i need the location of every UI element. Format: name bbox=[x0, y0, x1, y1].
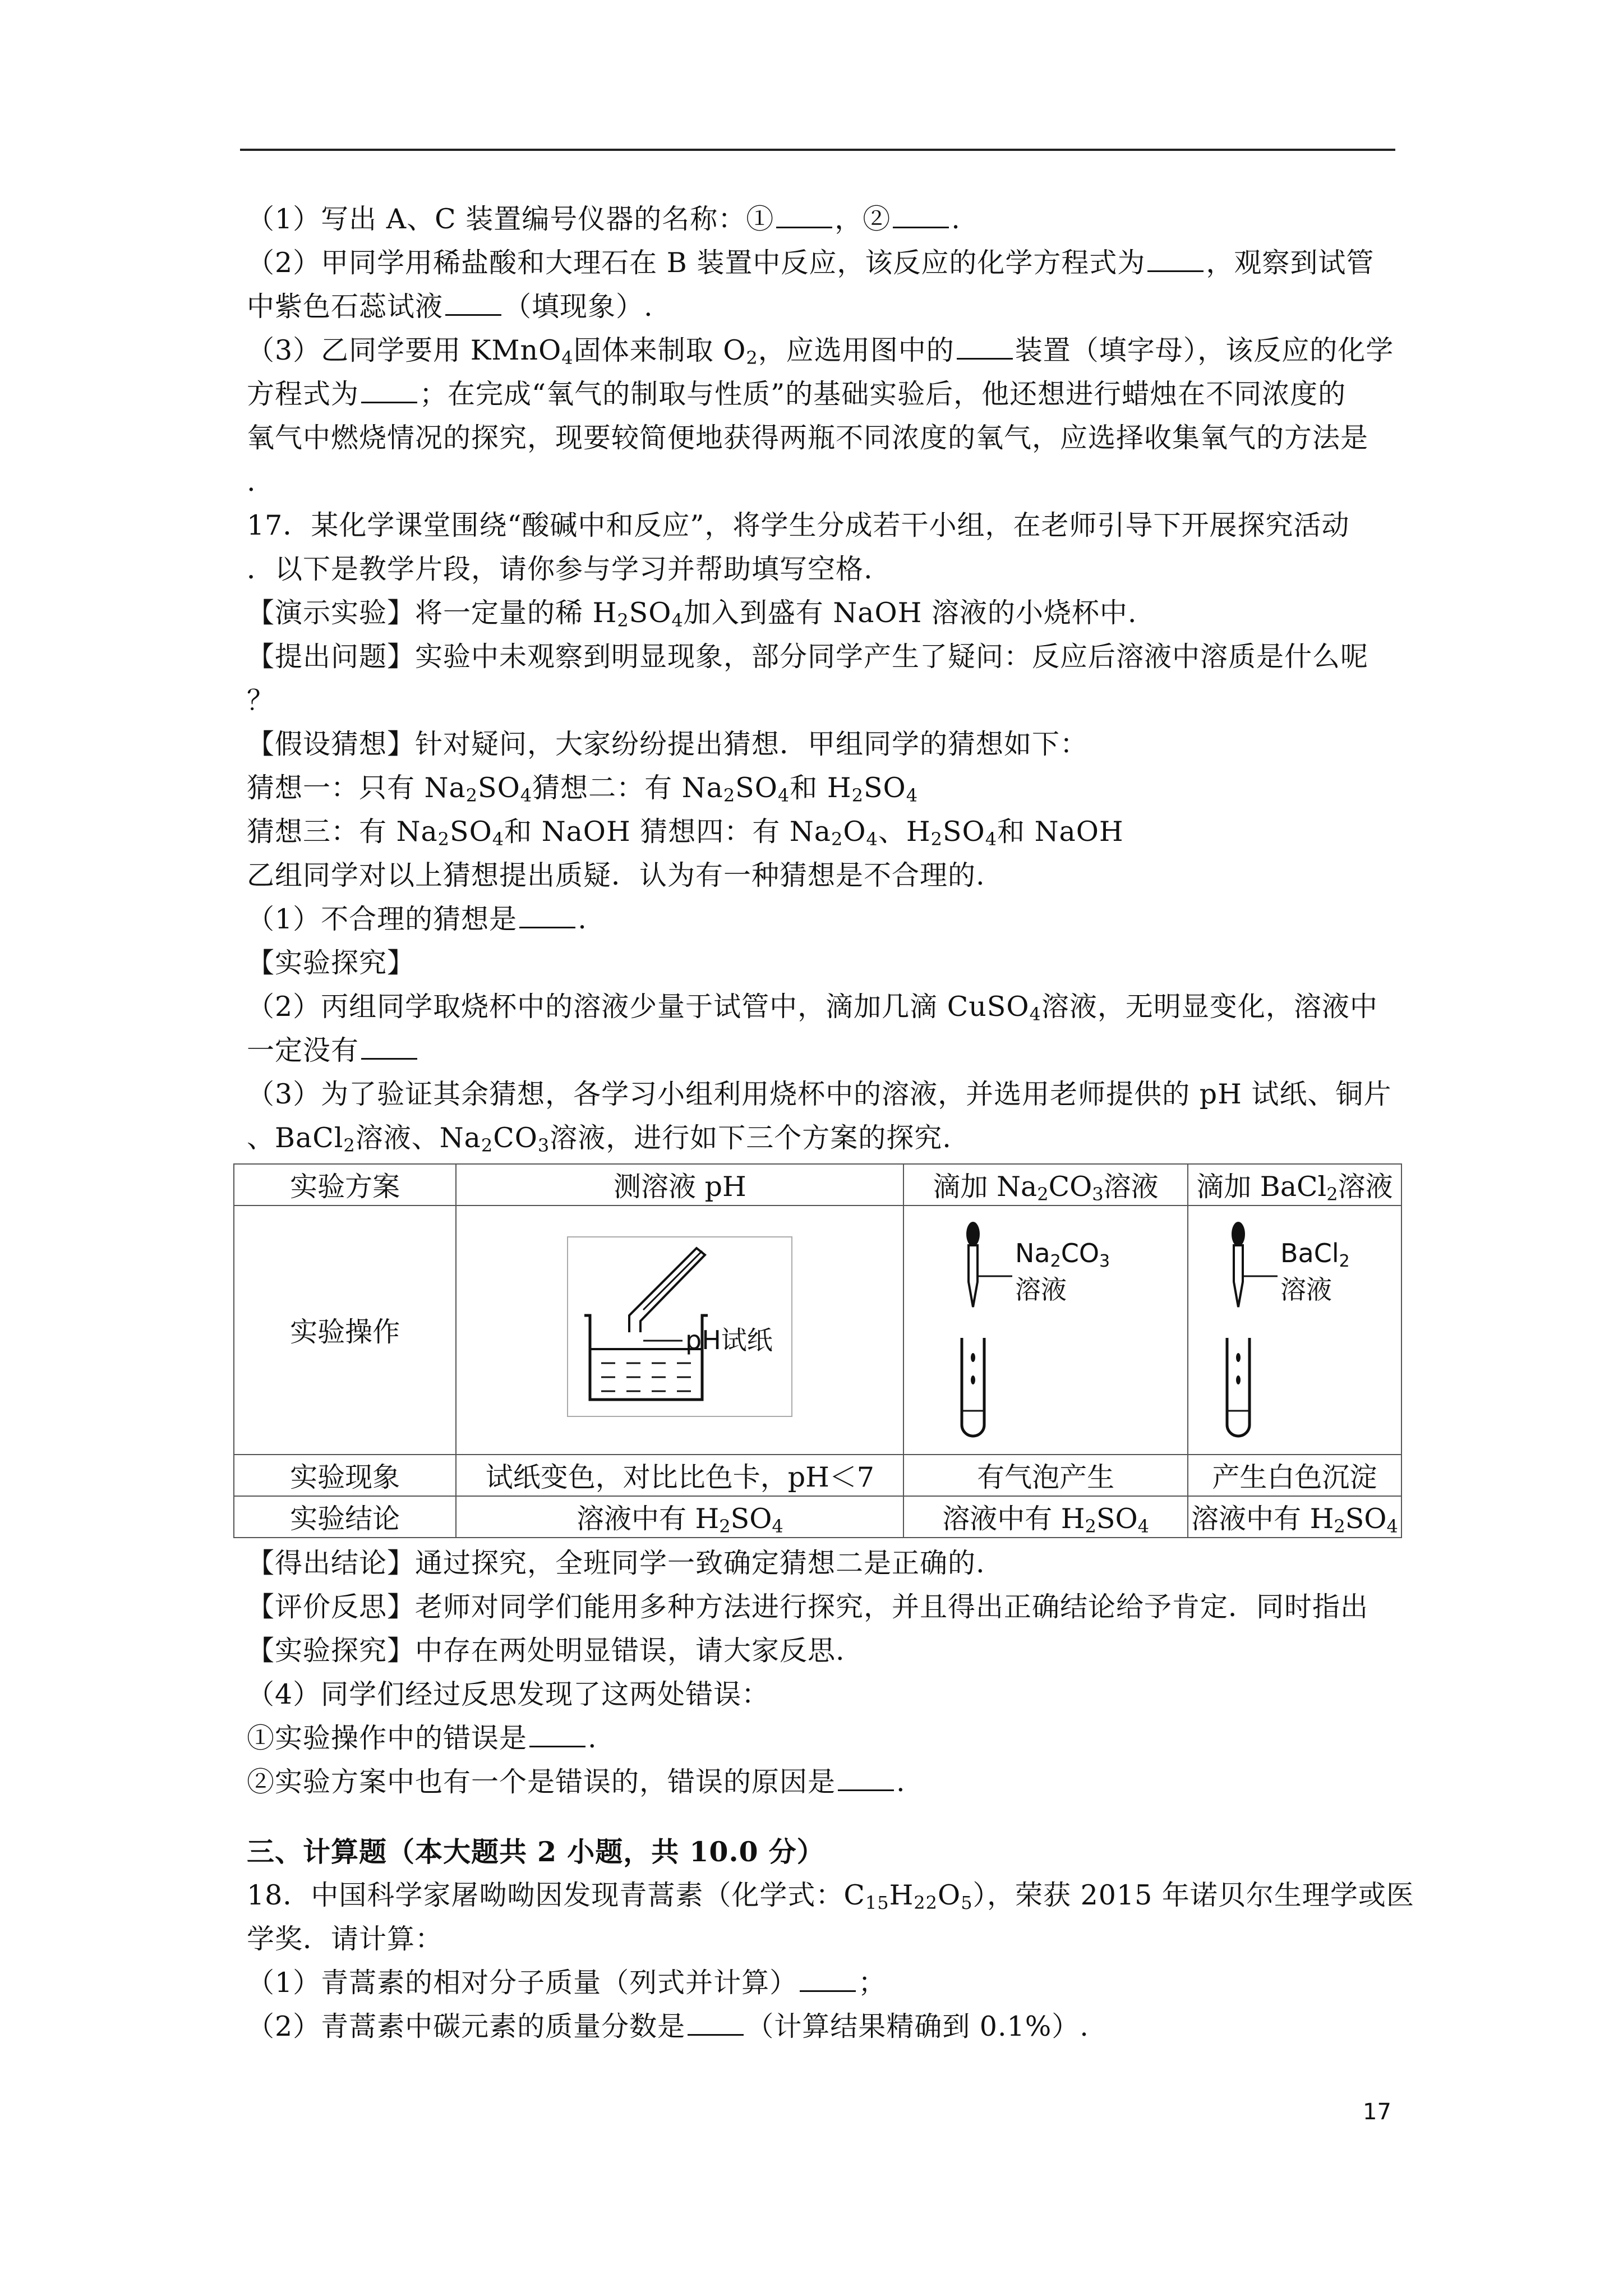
demo-experiment: 【演示实验】将一定量的稀 $H_2SO_4$加入到盛有 NaOH 溶液的小烧杯中. bbox=[247, 597, 1137, 631]
na2co3-illustration bbox=[903, 1205, 1187, 1455]
q18-intro-cont: 学奖．请计算： bbox=[247, 1923, 444, 1955]
row-label-phenomenon: 实验现象 bbox=[234, 1455, 456, 1496]
q16-part2: （2）甲同学用稀盐酸和大理石在 B 装置中反应，该反应的化学方程式为 ，观察到试管 bbox=[247, 241, 1402, 285]
header-bacl2: 滴加 BaCl$_2$溶液 bbox=[1188, 1164, 1401, 1205]
q17-part3-cont: 、BaCl$_2$溶液、$Na_2CO_3$溶液，进行如下三个方案的探究. bbox=[247, 1122, 952, 1156]
q16-part1: （1）写出 A、C 装置编号仪器的名称：① ，② . bbox=[247, 197, 1402, 241]
na2co3-conclusion: 溶液中有 $H_2SO_4$ bbox=[903, 1496, 1187, 1538]
header-ph: 测溶液 pH bbox=[456, 1164, 903, 1205]
header-rule bbox=[240, 149, 1395, 151]
hypothesis: 【假设猜想】针对疑问，大家纷纷提出猜想．甲组同学的猜想如下： bbox=[247, 728, 1089, 760]
raise-question-end: ？ bbox=[247, 684, 275, 716]
dropper-test-tube-na2co3 bbox=[945, 1209, 1147, 1444]
q18-intro: 18．中国科学家屠呦呦因发现青蒿素（化学式：$C_{15}H_{22}O_5$），荣获 2015 年诺贝尔生理学或医 bbox=[247, 1879, 1414, 1913]
conclusion: 【得出结论】通过探究，全班同学一致确定猜想二是正确的. bbox=[247, 1547, 985, 1579]
bacl2-phenomenon: 产生白色沉淀 bbox=[1188, 1455, 1401, 1496]
q17-part2-cont: 一定没有 bbox=[247, 1029, 1402, 1073]
evaluation-cont: 【实验探究】中存在两处明显错误，请大家反思. bbox=[247, 1635, 845, 1667]
q17-part4-error2: ②实验方案中也有一个是错误的，错误的原因是 . bbox=[247, 1760, 1402, 1804]
q17-intro: 17．某化学课堂围绕“酸碱中和反应”，将学生分成若干小组，在老师引导下开展探究活动 bbox=[247, 509, 1350, 541]
q16-part3-cont1: 方程式为 ；在完成“氧气的制取与性质”的基础实验后，他还想进行蜡烛在不同浓度的 bbox=[247, 372, 1402, 416]
q18-part1: （1）青蒿素的相对分子质量（列式并计算） ； bbox=[247, 1961, 1402, 2005]
q17-part2: （2）丙组同学取烧杯中的溶液少量于试管中，滴加几滴 CuSO$_4$溶液，无明显变化，溶液中 bbox=[247, 991, 1378, 1025]
ph-phenomenon: 试纸变色，对比比色卡，pH＜7 bbox=[456, 1455, 903, 1496]
svg-text:Na2CO3: Na2CO3 bbox=[1015, 1238, 1110, 1271]
group-b-doubt: 乙组同学对以上猜想提出质疑．认为有一种猜想是不合理的. bbox=[247, 859, 985, 891]
experiment-table bbox=[233, 1163, 1402, 1538]
bacl2-illustration bbox=[1188, 1205, 1401, 1455]
q17-part4-error1: ①实验操作中的错误是 . bbox=[247, 1717, 1402, 1760]
q17-part4: （4）同学们经过反思发现了这两处错误： bbox=[247, 1678, 770, 1710]
raise-question: 【提出问题】实验中未观察到明显现象，部分同学产生了疑问：反应后溶液中溶质是什么呢 bbox=[247, 641, 1369, 673]
beaker-ph-paper-illustration bbox=[562, 1231, 797, 1422]
svg-text:BaCl2: BaCl2 bbox=[1280, 1238, 1350, 1271]
row-label-operation: 实验操作 bbox=[234, 1205, 456, 1455]
svg-text:溶液: 溶液 bbox=[1280, 1274, 1332, 1305]
header-plan: 实验方案 bbox=[234, 1164, 456, 1205]
bacl2-conclusion: 溶液中有 $H_2SO_4$ bbox=[1188, 1496, 1401, 1538]
section-calculation-title: 三、计算题（本大题共 2 小题，共 10.0 分） bbox=[247, 1835, 825, 1868]
svg-text:溶液: 溶液 bbox=[1015, 1274, 1067, 1305]
experiment-explore-heading: 【实验探究】 bbox=[247, 947, 416, 979]
row-label-conclusion: 实验结论 bbox=[234, 1496, 456, 1538]
guess-3-4: 猜想三：有 $Na_2SO_4$和 NaOH 猜想四：有 $Na_2O_4$、$H_2SO_4$和 NaOH bbox=[247, 816, 1124, 850]
na2co3-phenomenon: 有气泡产生 bbox=[903, 1455, 1187, 1496]
header-na2co3: 滴加 $Na_2CO_3$溶液 bbox=[903, 1164, 1187, 1205]
ph-conclusion: 溶液中有 $H_2SO_4$ bbox=[456, 1496, 903, 1538]
q16-part3-end: . bbox=[247, 466, 256, 498]
page-number: 17 bbox=[1363, 2099, 1391, 2125]
q18-part2: （2）青蒿素中碳元素的质量分数是 （计算结果精确到 0.1%）. bbox=[247, 2005, 1402, 2049]
dropper-test-tube-bacl2 bbox=[1210, 1209, 1378, 1444]
ph-test-illustration bbox=[456, 1205, 903, 1455]
evaluation: 【评价反思】老师对同学们能用多种方法进行探究，并且得出正确结论给予肯定．同时指出 bbox=[247, 1591, 1369, 1623]
guess-1-2: 猜想一：只有 $Na_2SO_4$猜想二：有 $Na_2SO_4$和 $H_2SO_4$ bbox=[247, 772, 919, 806]
q16-part2-cont: 中紫色石蕊试液 （填现象）. bbox=[247, 285, 1402, 329]
q16-part3-cont2: 氧气中燃烧情况的探究，现要较简便地获得两瓶不同浓度的氧气，应选择收集氧气的方法是 bbox=[247, 422, 1369, 454]
q17-intro-cont: ．以下是教学片段，请你参与学习并帮助填写空格. bbox=[247, 553, 873, 585]
q17-part1: （1）不合理的猜想是 . bbox=[247, 898, 1402, 941]
document-body bbox=[247, 197, 1414, 2049]
q17-part3: （3）为了验证其余猜想，各学习小组利用烧杯中的溶液，并选用老师提供的 pH 试纸、铜片 bbox=[247, 1078, 1392, 1110]
svg-text:pH试纸: pH试纸 bbox=[685, 1325, 773, 1355]
q16-part3: （3）乙同学要用 KMnO$_4$固体来制取 $O_2$，应选用图中的 装置（填字母），该反应的化学 bbox=[247, 329, 1402, 372]
